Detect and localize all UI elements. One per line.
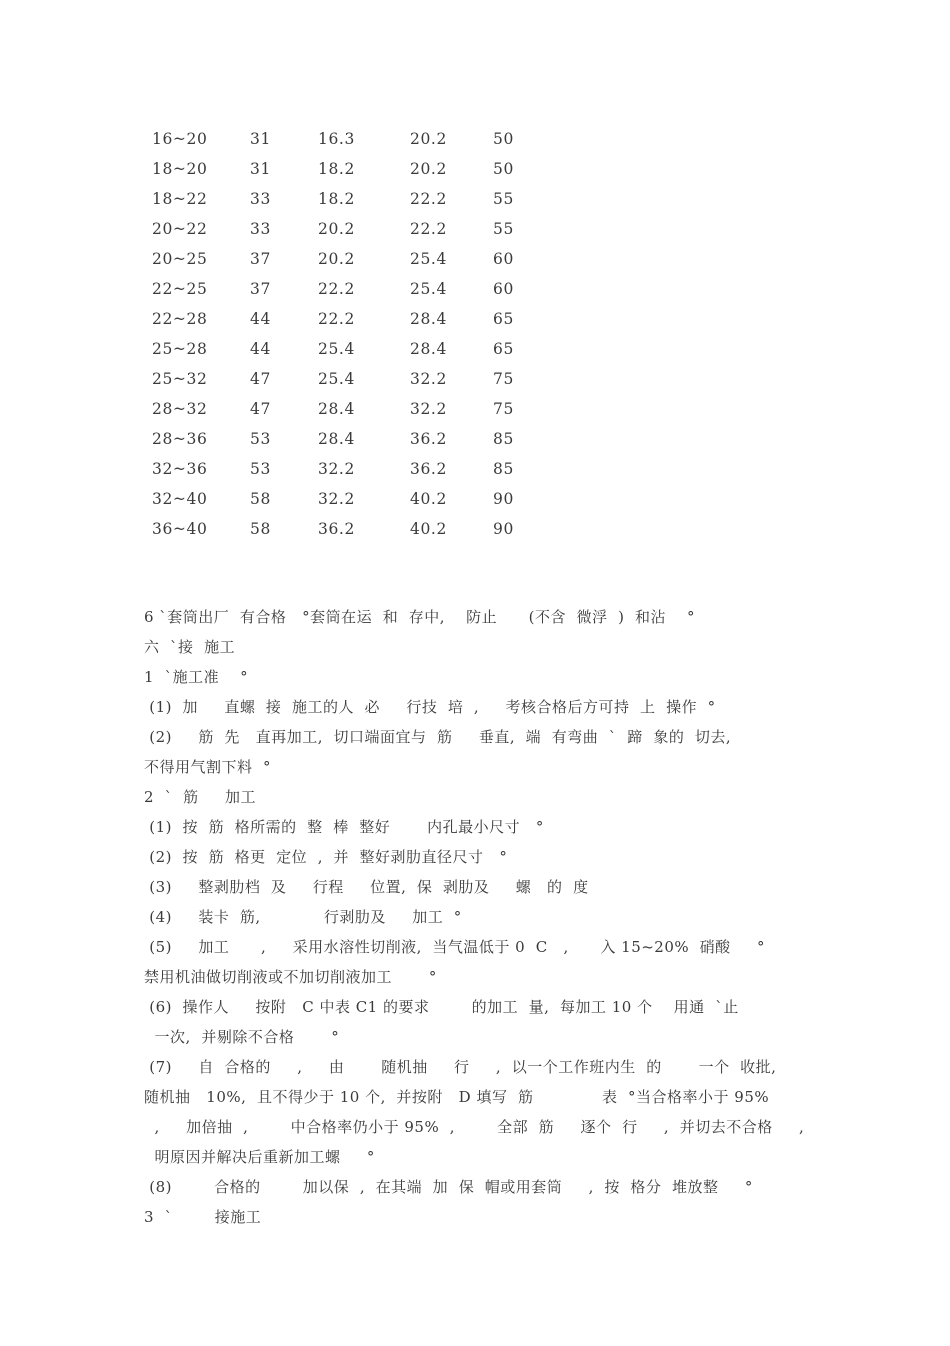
construction-text-block (144, 602, 824, 1232)
table-cell: 36.2 (318, 520, 355, 538)
table-cell: 60 (493, 250, 514, 268)
table-cell: 22.2 (318, 310, 355, 328)
table-cell: 20~25 (152, 250, 208, 268)
table-cell: 55 (493, 220, 514, 238)
table-cell: 28~36 (152, 430, 208, 448)
table-cell: 85 (493, 460, 514, 478)
table-cell: 50 (493, 160, 514, 178)
table-cell: 47 (250, 400, 271, 418)
table-cell: 36.2 (410, 460, 447, 478)
table-cell: 28~32 (152, 400, 208, 418)
table-cell: 22~25 (152, 280, 208, 298)
table-cell: 90 (493, 520, 514, 538)
text-line: (2) 筋 先 直再加工, 切口端面宜与 筋 垂直, 端 有弯曲 ` 蹄 象的 切去, (144, 728, 732, 746)
table-cell: 25.4 (410, 280, 447, 298)
table-cell: 65 (493, 310, 514, 328)
table-cell: 25.4 (410, 250, 447, 268)
table-cell: 32.2 (318, 460, 355, 478)
table-row (152, 454, 533, 484)
table-cell: 25.4 (318, 370, 355, 388)
table-cell: 32.2 (318, 490, 355, 508)
table-row (152, 124, 533, 154)
text-line: (1) 加 直螺 接 施工的人 必 行技 培 , 考核合格后方可持 上 操作 ° (144, 698, 716, 716)
table-row (152, 334, 533, 364)
text-line: 随机抽 10%, 且不得少于 10 个, 并按附 D 填写 筋 表 °当合格率小于 95% (144, 1088, 770, 1106)
text-line: (8) 合格的 加以保 , 在其端 加 保 帽或用套筒 , 按 格分 堆放整 ° (144, 1178, 753, 1196)
text-line: 6 `套筒出厂 有合格 °套筒在运 和 存中, 防止 (不含 微浮 ) 和沾 ° (144, 608, 696, 626)
text-line: 六 `接 施工 (144, 638, 236, 656)
table-cell: 18.2 (318, 190, 355, 208)
table-cell: 16~20 (152, 130, 208, 148)
table-row (152, 274, 533, 304)
text-line: (1) 按 筋 格所需的 整 棒 整好 内孔最小尺寸 ° (144, 818, 544, 836)
table-cell: 32.2 (410, 400, 447, 418)
text-line: 2 ` 筋 加工 (144, 788, 256, 806)
table-cell: 22.2 (318, 280, 355, 298)
table-cell: 44 (250, 340, 271, 358)
table-cell: 60 (493, 280, 514, 298)
text-line: (5) 加工 , 采用水溶性切削液, 当气温低于 0 C , 入 15~20% 硝酸 ° (144, 938, 766, 956)
text-line: (7) 自 合格的 , 由 随机抽 行 , 以一个工作班内生 的 一个 收批, (144, 1058, 777, 1076)
table-cell: 75 (493, 400, 514, 418)
text-line: 明原因并解决后重新加工螺 ° (144, 1148, 375, 1166)
table-cell: 58 (250, 490, 271, 508)
table-row (152, 214, 533, 244)
table-cell: 22.2 (410, 190, 447, 208)
text-line: (4) 装卡 筋, 行剥肋及 加工 ° (144, 908, 462, 926)
table-cell: 18~22 (152, 190, 208, 208)
table-row (152, 394, 533, 424)
coupler-spec-table-body (152, 124, 533, 544)
table-row (152, 304, 533, 334)
table-cell: 20.2 (410, 160, 447, 178)
table-cell: 37 (250, 280, 271, 298)
table-cell: 31 (250, 130, 271, 148)
table-cell: 50 (493, 130, 514, 148)
text-line: (6) 操作人 按附 C 中表 C1 的要求 的加工 量, 每加工 10 个 用通 `止 (144, 998, 739, 1016)
table-cell: 20.2 (318, 250, 355, 268)
table-cell: 28.4 (318, 430, 355, 448)
table-cell: 40.2 (410, 520, 447, 538)
table-cell: 22~28 (152, 310, 208, 328)
table-row (152, 184, 533, 214)
table-cell: 25~32 (152, 370, 208, 388)
table-cell: 55 (493, 190, 514, 208)
table-row (152, 154, 533, 184)
table-row (152, 424, 533, 454)
table-cell: 58 (250, 520, 271, 538)
table-cell: 75 (493, 370, 514, 388)
table-cell: 32~36 (152, 460, 208, 478)
table-cell: 28.4 (410, 310, 447, 328)
table-cell: 16.3 (318, 130, 355, 148)
table-cell: 20.2 (318, 220, 355, 238)
text-line: 3 ` 接施工 (144, 1208, 262, 1226)
table-row (152, 364, 533, 394)
table-cell: 22.2 (410, 220, 447, 238)
table-cell: 90 (493, 490, 514, 508)
table-cell: 47 (250, 370, 271, 388)
table-cell: 85 (493, 430, 514, 448)
table-cell: 20~22 (152, 220, 208, 238)
table-cell: 28.4 (410, 340, 447, 358)
table-cell: 44 (250, 310, 271, 328)
table-cell: 20.2 (410, 130, 447, 148)
table-cell: 28.4 (318, 400, 355, 418)
table-cell: 31 (250, 160, 271, 178)
text-line: (3) 整剥肋档 及 行程 位置, 保 剥肋及 螺 的 度 (144, 878, 589, 896)
table-cell: 32~40 (152, 490, 208, 508)
table-cell: 37 (250, 250, 271, 268)
table-cell: 25~28 (152, 340, 208, 358)
table-cell: 65 (493, 340, 514, 358)
text-line: 一次, 并剔除不合格 ° (144, 1028, 340, 1046)
table-row (152, 514, 533, 544)
table-cell: 53 (250, 430, 271, 448)
table-cell: 40.2 (410, 490, 447, 508)
table-cell: 33 (250, 190, 271, 208)
table-row (152, 244, 533, 274)
table-cell: 32.2 (410, 370, 447, 388)
text-line: 1 `施工准 ° (144, 668, 249, 686)
table-cell: 18~20 (152, 160, 208, 178)
text-line: 禁用机油做切削液或不加切削液加工 ° (144, 968, 437, 986)
table-cell: 36.2 (410, 430, 447, 448)
text-line: 不得用气割下料 ° (144, 758, 272, 776)
table-cell: 25.4 (318, 340, 355, 358)
table-row (152, 484, 533, 514)
table-cell: 53 (250, 460, 271, 478)
table-cell: 33 (250, 220, 271, 238)
table-cell: 36~40 (152, 520, 208, 538)
table-cell: 18.2 (318, 160, 355, 178)
text-line: (2) 按 筋 格更 定位 , 并 整好剥肋直径尺寸 ° (144, 848, 508, 866)
text-line: , 加倍抽 , 中合格率仍小于 95% , 全部 筋 逐个 行 , 并切去不合格 , (144, 1118, 805, 1136)
coupler-spec-table (152, 124, 533, 544)
